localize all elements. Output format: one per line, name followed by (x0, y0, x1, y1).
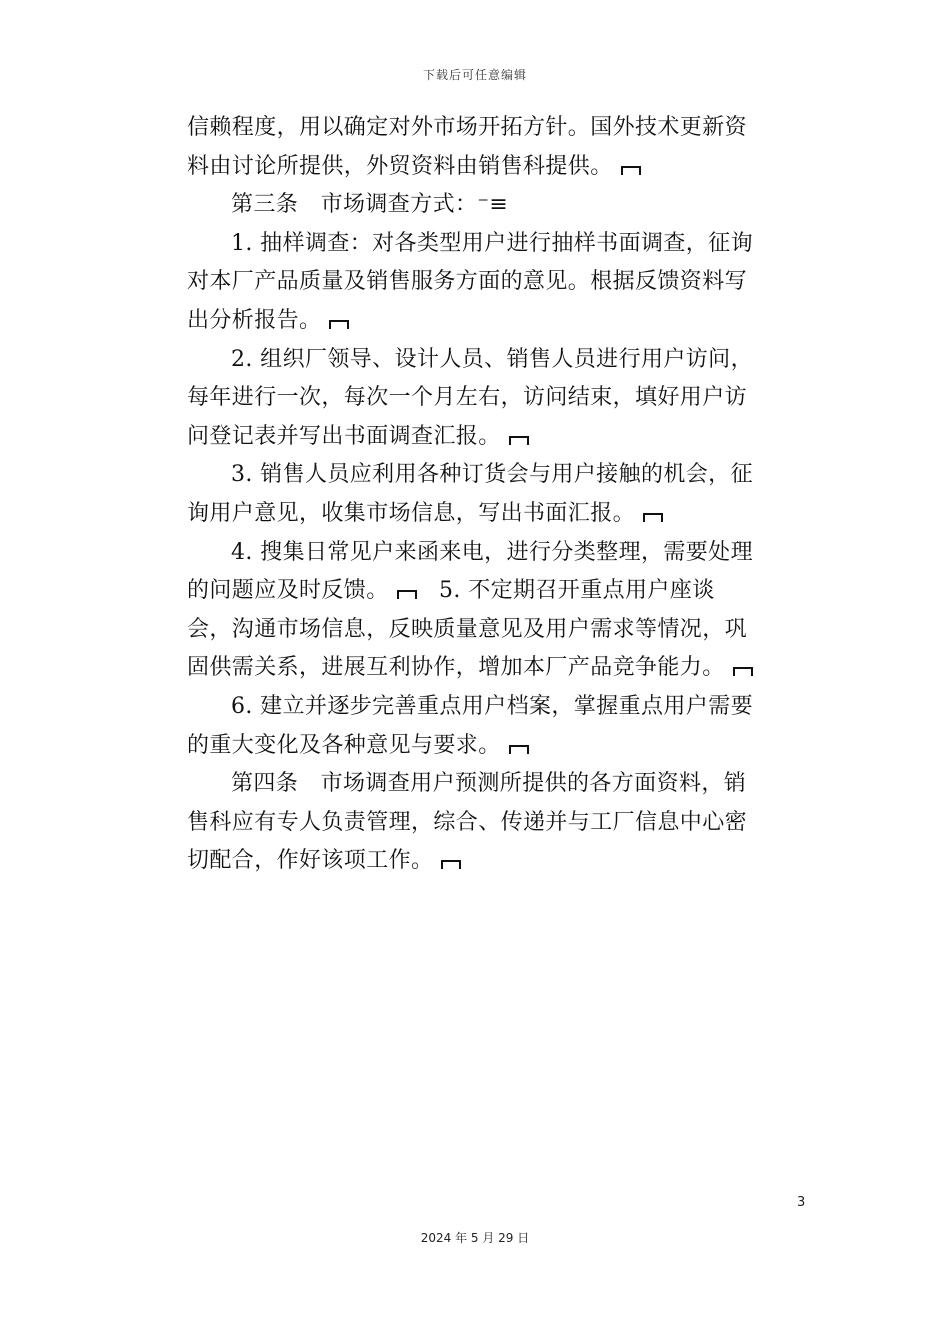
paragraph-mark-icon (621, 166, 641, 175)
paragraph-text: 1. 抽样调查：对各类型用户进行抽样书面调查，征询对本厂产品质量及销售服务方面的意见。根据反馈资料写出分析报告。 (187, 230, 753, 333)
header-note: 下载后可任意编辑 (422, 68, 527, 82)
paragraph-mark-icon (509, 745, 529, 754)
paragraph (187, 688, 759, 765)
paragraph-text: 3. 销售人员应利用各种订货会与用户接触的机会，征询用户意见，收集市场信息，写出书面汇报。 (187, 462, 753, 526)
paragraph-mark-icon (509, 436, 529, 445)
paragraph-mark-icon (733, 667, 753, 676)
article-heading (187, 186, 759, 225)
paragraph (187, 456, 759, 533)
paragraph-text: 4. 搜集日常见户来函来电，进行分类整理，需要处理的问题应及时反馈。 (187, 539, 753, 604)
paragraph-mark-icon (643, 513, 663, 522)
paragraph-text: 6. 建立并逐步完善重点用户档案，掌握重点用户需要的重大变化及各种意见与要求。 (187, 693, 753, 758)
paragraph-text: 5. 不定期召开重点用户座谈会，沟通市场信息，反映质量意见及用户需求等情况，巩固供需关系，进展互利协作，增加本厂产品竞争能力。 (187, 578, 748, 681)
paragraph (187, 225, 759, 341)
paragraph-text: 2. 组织厂领导、设计人员、销售人员进行用户访问，每年进行一次，每次一个月左右，访问结束，填好用户访问登记表并写出书面调查汇报。 (187, 346, 753, 449)
paragraph-text: 第三条 市场调查方式： (231, 192, 478, 218)
paragraph-mark-icon (397, 590, 417, 599)
paragraph-mark-icon (329, 320, 349, 329)
paragraph (187, 534, 759, 688)
paragraph (187, 341, 759, 457)
paragraph-text: 信赖程度，用以确定对外市场开拓方针。国外技术更新资料由讨论所提供，外贸资料由销售科提供。 (187, 115, 748, 179)
paragraph-text: 第四条 市场调查用户预测所提供的各方面资料，销售科应有专人负责管理，综合、传递并与工厂信息中心密切配合，作好该项工作。 (187, 771, 748, 874)
page-number: 3 (797, 1195, 806, 1210)
paragraph (187, 765, 759, 881)
footer-date: 2024 年 5 月 29 日 (420, 1231, 530, 1245)
paragraph-mark-icon (441, 860, 461, 869)
paragraph (187, 109, 759, 186)
heading-tail-mark: ⁻≡ (477, 192, 509, 218)
document-body (187, 109, 759, 881)
